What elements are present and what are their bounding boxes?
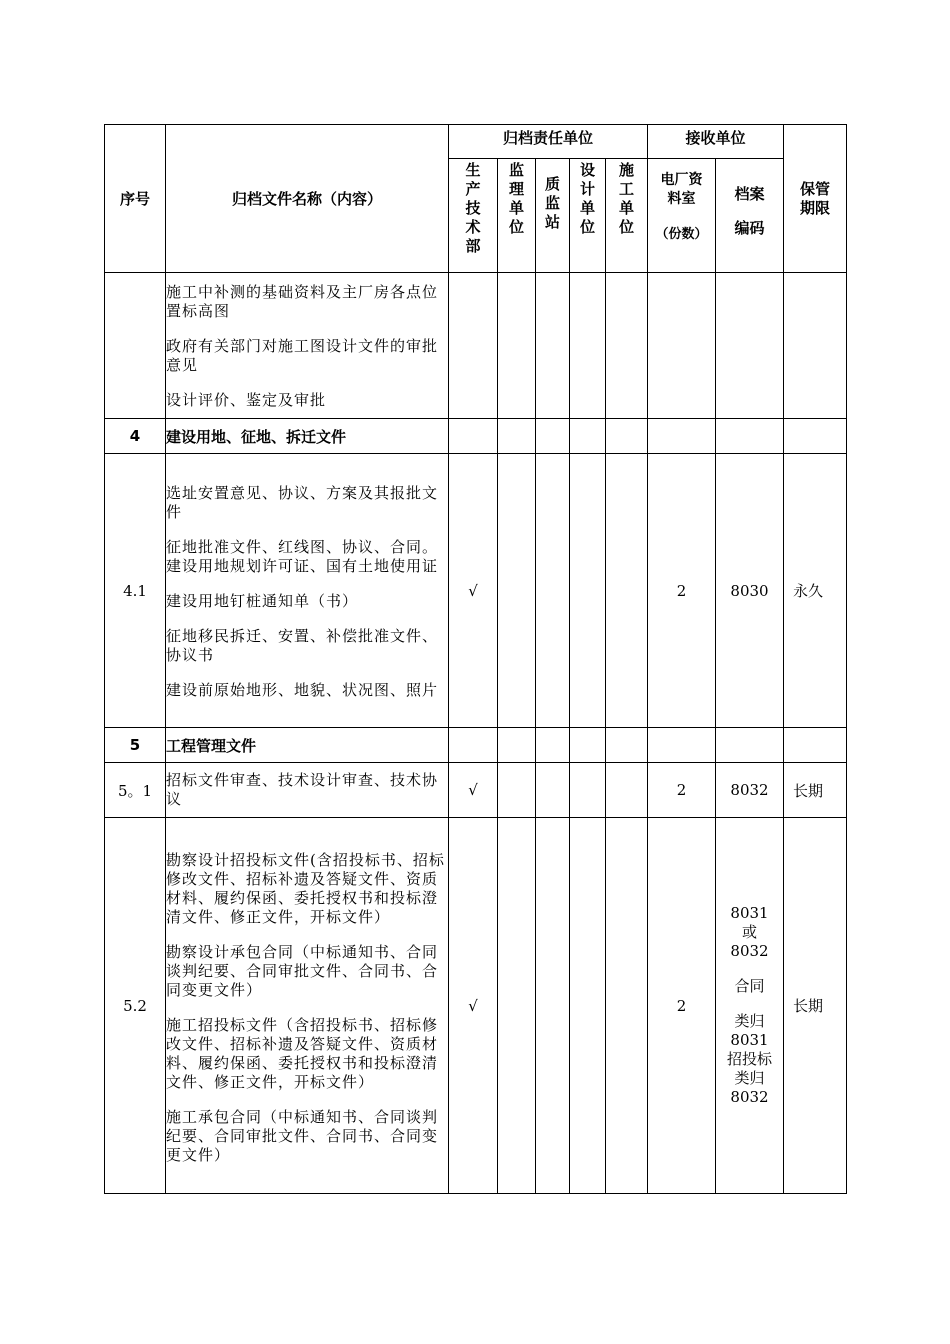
table-row	[105, 454, 847, 728]
doc-item: 政府有关部门对施工图设计文件的审批意见	[166, 337, 439, 374]
row-seq: 5.2	[105, 818, 166, 1194]
header-plant-archive: 电厂资料室 （份数）	[648, 159, 716, 273]
check-mark: √	[449, 818, 498, 1194]
check-mark: √	[449, 763, 498, 818]
section-num: 5	[105, 728, 166, 763]
row-docs	[166, 454, 449, 728]
doc-item: 设计评价、鉴定及审批	[166, 391, 327, 409]
section-row	[105, 419, 847, 454]
row-docs	[166, 763, 449, 818]
header-quality: 质监站	[536, 159, 570, 273]
row-docs	[166, 273, 449, 419]
doc-item: 施工中补测的基础资料及主厂房各点位置标高图	[166, 283, 439, 320]
header-supervision: 监理单位	[498, 159, 536, 273]
doc-item: 征地批准文件、红线图、协议、合同。建设用地规划许可证、国有土地使用证	[166, 537, 439, 575]
section-row	[105, 728, 847, 763]
retention: 永久	[784, 454, 847, 728]
doc-item: 勘察设计承包合同（中标通知书、合同谈判纪要、合同审批文件、合同书、合同变更文件）	[166, 942, 439, 999]
row-seq: 4.1	[105, 454, 166, 728]
archive-table	[104, 124, 847, 1194]
header-construction: 施工单位	[606, 159, 648, 273]
doc-item: 建设用地钉桩通知单（书）	[166, 591, 359, 610]
header-seq: 序号	[105, 125, 166, 273]
table-row	[105, 763, 847, 818]
doc-item: 选址安置意见、协议、方案及其报批文件	[166, 483, 439, 521]
header-name: 归档文件名称（内容）	[166, 125, 449, 273]
check-mark: √	[449, 454, 498, 728]
section-title: 建设用地、征地、拆迁文件	[166, 419, 449, 454]
doc-item: 施工招投标文件（含招投标书、招标修改文件、招标补遗及答疑文件、资质材料、履约保函、委托授权书和投标澄清文件、修正文件，开标文件）	[166, 1015, 439, 1091]
row-seq	[105, 273, 166, 419]
table-row	[105, 273, 847, 419]
row-docs	[166, 818, 449, 1194]
copies: 2	[648, 454, 716, 728]
retention: 长期	[784, 763, 847, 818]
header-archive-code: 档案编码	[716, 159, 784, 273]
archive-code: 8030	[716, 454, 784, 728]
doc-item: 招标文件审查、技术设计审查、技术协议	[166, 771, 439, 808]
doc-item: 建设前原始地形、地貌、状况图、照片	[166, 680, 439, 699]
section-num: 4	[105, 419, 166, 454]
header-prod-tech: 生产技术部	[449, 159, 498, 273]
table-row	[105, 818, 847, 1194]
copies: 2	[648, 763, 716, 818]
archive-code: 8031 或 8032 合同 类归 8031 招投标 类归 8032	[716, 818, 784, 1194]
doc-item: 征地移民拆迁、安置、补偿批准文件、协议书	[166, 626, 439, 664]
row-seq: 5。1	[105, 763, 166, 818]
copies: 2	[648, 818, 716, 1194]
header-retention: 保管期限	[784, 125, 847, 273]
retention: 长期	[784, 818, 847, 1194]
header-design: 设计单位	[570, 159, 606, 273]
doc-item: 施工承包合同（中标通知书、合同谈判纪要、合同审批文件、合同书、合同变更文件）	[166, 1107, 439, 1164]
header-receiving-unit: 接收单位	[648, 125, 784, 159]
header-row-1	[105, 125, 847, 159]
header-responsible-unit: 归档责任单位	[449, 125, 648, 159]
section-title: 工程管理文件	[166, 728, 449, 763]
doc-item: 勘察设计招投标文件(含招投标书、招标修改文件、招标补遗及答疑文件、资质材料、履约保函、委托授权书和投标澄清文件、修正文件，开标文件）	[166, 850, 445, 926]
archive-code: 8032	[716, 763, 784, 818]
